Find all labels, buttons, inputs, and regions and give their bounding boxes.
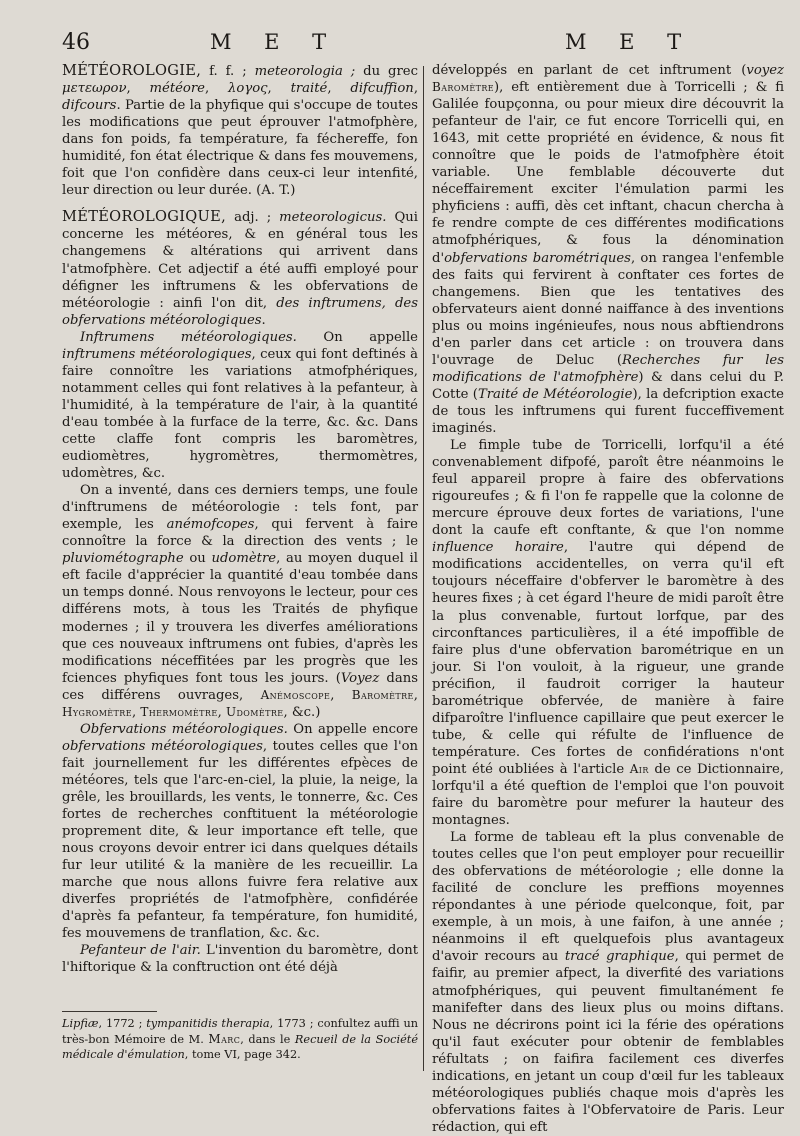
text-run: , [126,81,150,97]
text-run: , l'autre qui dépend de modifications accidentelles, on verra qu'il eft toujours néceffaire d'obferver le baromètre à des heures fixes ; à cet égard l'heure de midi paroît être la plus convenable, furtout lorfque, par des circonftances particulières, il a été impoffible de faire plus d'une obfervation barométrique en un jour. Si l'on vouloit, à la rigueur, une grande précifion, il faudroit corriger la hauteur barométrique obfervée, de manière à faire difparoître l'influence capillaire que peut exercer le tube, & celle qui réfulte de l'influence de température. Ces fortes de confidérations n'ont point été oubliées à l'article [432,540,784,777]
cross-reference: Air [629,761,649,776]
text-run: , [413,687,418,703]
latin-term: meteorologia ; [254,64,356,79]
text-run: , [204,81,229,97]
text-run: , [267,81,291,97]
italic-term: Lipfiæ [62,1017,99,1030]
text-run: ) & dans celui du P. Cotte ( [432,369,784,402]
text-run: , 1773 ; confultez auffi un très-bon Mémoire de M. [62,1017,418,1046]
text-run: , tome VI, page 342. [184,1048,301,1061]
text-run: développés en parlant de cet inftrument ( [432,63,747,78]
cross-reference: Hygromètre [62,704,132,719]
paragraph-instrumens [62,329,418,482]
grammar-label: adj. ; [226,210,280,226]
column-divider [423,66,424,1071]
italic-term: difcuffion [350,81,414,97]
italic-term: anémofcopes [166,517,255,533]
text-run: ou [183,551,212,567]
text-run: , ceux qui font deftinés à faire connoître les variations atmofphériques, notamment celles qui font relatives à la pefanteur, à l'humidité, à la température de l'air, à la quantité d'eau tombée à la furface de la terre, &c. &c. Dans cette claffe font compris les baromètres, eudiomètres, hygromètres, thermomètres, udomètres, &c. [62,346,418,482]
cross-reference: Baromètre [351,687,414,702]
italic-term: obfervations météorologiques [62,738,263,754]
text-run: , [217,704,226,720]
entry-meteorologie [62,62,418,199]
italic-term: obfervations barométriques [444,250,631,266]
text-run: , [330,687,352,703]
text-run: On a inventé, dans ces derniers temps, une foule d'inftrumens de météorologie : tels font, par exemple, les [62,483,418,533]
greek-term: μετεωρον [62,81,127,97]
text-run: ), eft entièrement due à Torricelli ; & fi Galilée foupçonna, ou pour mieux dire découvrit la pefanteur de l'air, ce fut encore Torricelli qui, en 1643, mit cette propriété en évidence, & nous fit connoître que le poids de l'atmofphère étoit variable. Une femblable découverte dut néceffairement exciter l'émulation parmi les phyficiens : auffi, dès cet inftant, chacun chercha à fe rendre compte de ces différentes modifications atmofphériques, & fous la dénomination d' [432,80,784,266]
footnote-rule [62,1011,157,1012]
paragraph-torricelli [432,62,784,437]
italic-term: difcours [62,98,117,114]
grammar-label: f. f. ; [201,64,255,79]
right-column [432,62,784,1136]
text-run: , 1772 ; [98,1017,147,1030]
text-run: , qui permet de faifir, au premier afpect, la diverfité des variations atmofphériques, qui peuvent fimultanément fe manifefter dans des lieux plus ou moins diftans. Nous ne décrirons point ici la férie des opérations qu'il faut exécuter pour obtenir de femblables réfultats ; on faifira facilement ces diverfes indications, en jetant un coup d'œil fur les tableaux météorologiques publiés chaque mois d'après les obfervations faites à l'Obfervatoire de Paris. Leur rédaction, qui eft [432,949,784,1135]
text-run: , au moyen duquel il eft facile d'apprécier la quantité d'eau tombée dans un temps donné. Nous renvoyons le lecteur, pour ces différens mots, à tous les Traités de phyfique modernes ; il y trouvera les diverfes améliorations que ces nouveaux inftrumens ont fubies, d'après les modifications néceffitées par les progrès que les fciences phyfiques font tous les jours. ( [62,551,418,686]
text-run: L'invention du baromètre, dont l'hiftorique & la conftruction ont été déjà [62,943,418,976]
italic-term: tracé graphique [564,949,675,965]
text-run: dans ces différens ouvrages, [62,670,418,703]
text-run: , toutes celles que l'on fait journellement fur les différentes efpèces de météores, tels que l'arc-en-ciel, la pluie, la neige, la grêle, les brouillards, les vents, le tonnerre, &c. Ces fortes de recherches conftituent la météorologie proprement dite, & leur importance eft telle, que nous croyons devoir entrer ici dans quelques détails fur leur utilité & la manière de les recueillir. La marche que nous allons fuivre fera relative aux diverfes propriétés de l'atmofphère, confidérée d'après fa pefanteur, fa température, fon humidité, fes mouvemens de tranflation, &c. &c. [62,738,418,942]
entry-meteorologique [62,208,418,328]
footnote [62,1016,418,1063]
cross-reference: Udomètre [225,704,284,719]
page-number: 46 [62,30,90,55]
latin-term: meteorologicus. [279,210,387,226]
headword-meteorologique: MÉTÉOROLOGIQUE, [62,208,227,226]
cross-reference: Thermomètre [140,704,218,719]
text-run: , on rangea l'enfemble des faits qui fervirent à conftater ces fortes de changemens. Bien que les tentatives des obfervateurs aient donné naiffance à des inventions plus ou moins ingénieufes, nous nous abftiendrons d'en parler dans cet article : on trouvera dans l'ouvrage de Deluc ( [432,250,784,368]
text-run: , dans le [240,1032,295,1046]
text-run: de ce Dictionnaire, lorfqu'il a été queftion de l'emploi que l'on pouvoit faire du baromètre pour mefurer la hauteur des montagnes. [432,761,784,829]
italic-term: influence horaire [432,540,564,556]
text-run: , [413,81,419,97]
author-name: Marc [208,1031,241,1046]
italic-term: udomètre [211,551,277,567]
cross-reference: Baromètre [432,80,495,95]
italic-term: Recueil de la Société médicale d'émulation [62,1032,419,1061]
paragraph-invente [62,482,418,721]
text-run: La forme de tableau eft la plus convenable de toutes celles que l'on peut employer pour recueillir des obfervations de météorologie ; elle donne la facilité de conclure les preffions moyennes répondantes à une période quelconque, foit, par exemple, à un mois, à une faifon, à une année ; néanmoins il eft quelquefois plus avantageux d'avoir recours au [432,830,784,965]
italic-term: traité [290,81,328,97]
text-run: , qui fervent à faire connoître la force & la direction des vents ; le [62,517,418,550]
left-column [62,62,418,976]
paragraph-pesanteur [62,942,418,976]
subhead-observations: Obfervations météorologiques. [80,721,288,737]
cross-reference: Anémoscope [260,687,331,702]
text-run: On appelle encore [287,721,419,737]
definition-text: . Partie de la phyfique qui s'occupe de toutes les modifications que peut éprouver l'atmofphère, dans fon poids, fa température, fa féchereffe, fon humidité, fon état électrique & dans fes mouvemens, foit que l'on confidère dans ceux-ci leur intenfité, leur direction ou leur durée. (A. T.) [62,98,418,199]
italic-term: pluviométographe [62,551,184,567]
italic-term: Traité de Météorologie [477,386,633,402]
text-run: ), la defcription exacte de tous les inftrumens qui furent fucceffivement imaginés. [432,386,784,436]
subhead-pesanteur: Pefanteur de l'air. [80,943,201,959]
italic-term: météore [149,81,205,97]
text-run: . [261,312,266,328]
text-run: , [131,704,141,720]
text-run: , [327,81,351,97]
paragraph-observations [62,721,418,943]
italic-term: des inftrumens, des obfervations météorologiques [62,295,418,328]
running-head-left: M E T [210,30,340,54]
paragraph-tableau [432,829,784,1136]
italic-term: Recherches fur les modifications de l'atmofphère [432,352,784,385]
greek-term: λογος [228,81,268,97]
italic-term: Voyez [340,670,380,686]
running-head-right: M E T [565,30,695,54]
headword-meteorologie: MÉTÉOROLOGIE, [62,62,202,79]
text-run: Le fimple tube de Torricelli, lorfqu'il a été convenablement difpofé, paroît être néanmoins le feul appareil propre à faire des obfervations rigoureufes ; & fi l'on fe rappelle que la colonne de mercure éprouve deux fortes de variations, l'une dont la caufe eft conftante, & que l'on nomme [432,438,784,539]
text-run: du grec [355,64,418,79]
italic-term: inftrumens météorologiques [62,346,252,362]
paragraph-simple-tube [432,437,784,829]
text-run: On appelle [296,329,418,345]
italic-term: tympanitidis therapia [146,1017,270,1030]
italic-term: voyez [746,63,784,78]
definition-text: Qui concerne les météores, & en général tous les changemens & altérations qui arrivent dans l'atmofphère. Cet adjectif a été auffi employé pour défigner les inftrumens & les obfervations de météorologie : ainfi l'on dit, [62,210,418,311]
subhead-instrumens: Inftrumens météorologiques. [80,329,297,345]
text-run: , &c.) [283,704,321,720]
